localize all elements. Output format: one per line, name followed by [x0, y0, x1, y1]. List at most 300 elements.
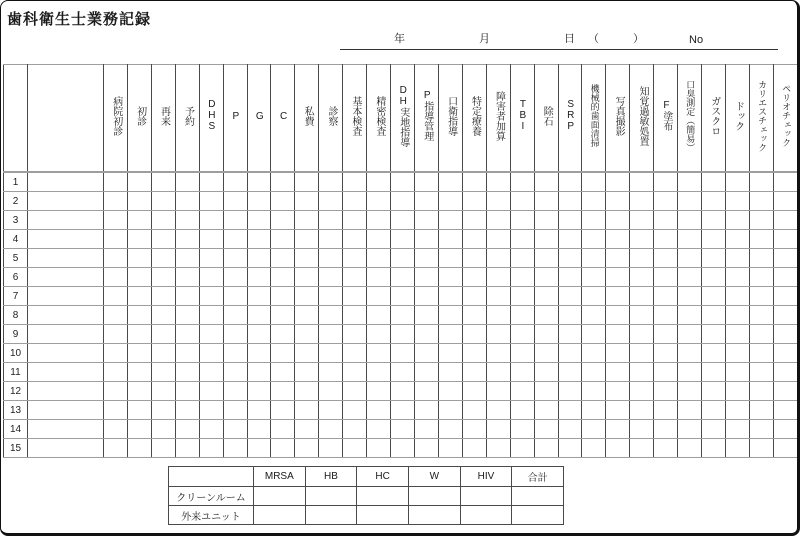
record-cell	[223, 325, 247, 344]
record-cell	[438, 306, 462, 325]
record-cell	[391, 249, 415, 268]
record-cell	[773, 287, 797, 306]
record-cell	[678, 439, 702, 458]
name-cell	[28, 287, 104, 306]
record-row	[4, 287, 798, 306]
record-cell	[606, 325, 630, 344]
record-cell	[654, 287, 678, 306]
record-cell	[151, 249, 175, 268]
record-cell	[127, 287, 151, 306]
record-cell	[199, 325, 223, 344]
record-cell	[654, 382, 678, 401]
record-row	[4, 363, 798, 382]
summary-cell	[357, 506, 409, 525]
record-cell	[343, 306, 367, 325]
record-cell	[295, 382, 319, 401]
number-label: No	[689, 34, 704, 46]
day-label: 日	[564, 33, 575, 45]
record-cell	[702, 192, 726, 211]
record-cell	[462, 192, 486, 211]
record-cell	[678, 306, 702, 325]
record-cell	[391, 401, 415, 420]
record-cell	[175, 192, 199, 211]
record-cell	[104, 249, 128, 268]
name-column-header	[28, 65, 104, 173]
record-cell	[678, 230, 702, 249]
record-cell	[175, 230, 199, 249]
record-cell	[367, 230, 391, 249]
record-cell	[582, 401, 606, 420]
summary-cell	[408, 487, 460, 506]
record-cell	[247, 344, 271, 363]
record-cell	[725, 230, 749, 249]
record-cell	[606, 306, 630, 325]
record-cell	[558, 420, 582, 439]
record-cell	[486, 211, 510, 230]
name-cell	[28, 420, 104, 439]
record-cell	[414, 268, 438, 287]
record-cell	[438, 287, 462, 306]
column-header-label: 除石	[541, 105, 553, 126]
record-cell	[319, 211, 343, 230]
row-number: 15	[4, 439, 28, 458]
record-cell	[582, 382, 606, 401]
name-cell	[28, 344, 104, 363]
record-cell	[510, 363, 534, 382]
record-cell	[367, 420, 391, 439]
column-header-label: 障害者加算	[493, 90, 505, 141]
record-cell	[438, 268, 462, 287]
record-cell	[486, 363, 510, 382]
main-table-body	[4, 172, 798, 458]
record-cell	[510, 249, 534, 268]
record-cell	[414, 192, 438, 211]
record-cell	[104, 344, 128, 363]
record-cell	[606, 401, 630, 420]
record-cell	[534, 230, 558, 249]
summary-cell	[512, 506, 564, 525]
record-cell	[391, 382, 415, 401]
row-number: 4	[4, 230, 28, 249]
record-cell	[773, 382, 797, 401]
row-number: 6	[4, 268, 28, 287]
record-cell	[104, 420, 128, 439]
record-cell	[295, 306, 319, 325]
record-cell	[247, 306, 271, 325]
record-cell	[343, 172, 367, 192]
record-cell	[247, 363, 271, 382]
column-header	[606, 65, 630, 173]
record-cell	[462, 172, 486, 192]
record-cell	[558, 287, 582, 306]
record-cell	[462, 287, 486, 306]
column-header	[534, 65, 558, 173]
record-cell	[391, 287, 415, 306]
record-cell	[558, 211, 582, 230]
summary-column-header: 合計	[512, 467, 564, 487]
record-cell	[654, 439, 678, 458]
record-cell	[223, 306, 247, 325]
record-cell	[151, 192, 175, 211]
column-header-label: TBI	[517, 99, 529, 132]
record-cell	[319, 230, 343, 249]
record-cell	[175, 211, 199, 230]
record-cell	[223, 268, 247, 287]
record-cell	[391, 230, 415, 249]
record-cell	[414, 211, 438, 230]
record-cell	[295, 363, 319, 382]
column-header	[295, 65, 319, 173]
record-cell	[414, 287, 438, 306]
record-cell	[749, 420, 773, 439]
record-cell	[414, 401, 438, 420]
name-cell	[28, 325, 104, 344]
record-cell	[295, 249, 319, 268]
record-cell	[534, 268, 558, 287]
summary-cell	[460, 506, 512, 525]
record-cell	[534, 401, 558, 420]
record-cell	[486, 192, 510, 211]
name-cell	[28, 211, 104, 230]
record-cell	[295, 344, 319, 363]
record-row	[4, 268, 798, 287]
record-cell	[486, 325, 510, 344]
record-cell	[319, 325, 343, 344]
record-cell	[725, 401, 749, 420]
record-cell	[199, 420, 223, 439]
record-cell	[534, 287, 558, 306]
record-cell	[558, 230, 582, 249]
record-cell	[702, 439, 726, 458]
record-cell	[606, 287, 630, 306]
record-cell	[534, 249, 558, 268]
record-cell	[247, 249, 271, 268]
record-cell	[558, 401, 582, 420]
row-number: 7	[4, 287, 28, 306]
record-row	[4, 382, 798, 401]
record-cell	[510, 420, 534, 439]
record-cell	[630, 268, 654, 287]
record-cell	[367, 382, 391, 401]
record-cell	[462, 325, 486, 344]
record-cell	[367, 287, 391, 306]
row-number: 1	[4, 172, 28, 192]
record-cell	[414, 363, 438, 382]
record-cell	[654, 172, 678, 192]
record-cell	[773, 249, 797, 268]
record-cell	[104, 382, 128, 401]
record-cell	[606, 363, 630, 382]
record-cell	[271, 325, 295, 344]
summary-table-head	[169, 467, 564, 487]
record-cell	[127, 363, 151, 382]
record-cell	[247, 401, 271, 420]
record-cell	[510, 306, 534, 325]
column-header	[630, 65, 654, 173]
record-cell	[295, 439, 319, 458]
record-cell	[678, 363, 702, 382]
record-cell	[295, 172, 319, 192]
record-cell	[343, 268, 367, 287]
record-cell	[654, 249, 678, 268]
record-cell	[247, 325, 271, 344]
record-cell	[558, 439, 582, 458]
record-cell	[199, 287, 223, 306]
record-cell	[630, 249, 654, 268]
column-header-label: P指導管理	[421, 90, 433, 141]
record-cell	[462, 230, 486, 249]
record-cell	[702, 230, 726, 249]
record-cell	[749, 363, 773, 382]
column-header-label: 再来	[158, 105, 170, 126]
record-cell	[510, 401, 534, 420]
row-number: 12	[4, 382, 28, 401]
record-cell	[367, 211, 391, 230]
column-header-label: 口臭測定（簡易）	[685, 79, 696, 152]
record-cell	[247, 439, 271, 458]
record-cell	[247, 230, 271, 249]
year-label: 年	[394, 33, 405, 45]
record-cell	[606, 249, 630, 268]
record-cell	[391, 172, 415, 192]
record-cell	[391, 420, 415, 439]
record-cell	[175, 287, 199, 306]
record-cell	[438, 344, 462, 363]
record-cell	[104, 325, 128, 344]
column-header	[773, 65, 797, 173]
record-cell	[199, 249, 223, 268]
record-cell	[582, 192, 606, 211]
column-header	[175, 65, 199, 173]
record-cell	[654, 230, 678, 249]
record-cell	[606, 439, 630, 458]
record-cell	[558, 268, 582, 287]
record-cell	[104, 211, 128, 230]
record-cell	[319, 420, 343, 439]
record-cell	[343, 325, 367, 344]
record-cell	[127, 268, 151, 287]
record-cell	[127, 172, 151, 192]
record-cell	[199, 401, 223, 420]
record-cell	[367, 439, 391, 458]
record-cell	[749, 325, 773, 344]
summary-cell	[460, 487, 512, 506]
record-cell	[438, 172, 462, 192]
record-cell	[151, 344, 175, 363]
record-cell	[247, 192, 271, 211]
record-cell	[199, 382, 223, 401]
record-cell	[271, 192, 295, 211]
column-header	[486, 65, 510, 173]
record-cell	[582, 211, 606, 230]
record-cell	[678, 382, 702, 401]
record-cell	[486, 382, 510, 401]
record-row	[4, 401, 798, 420]
record-cell	[630, 439, 654, 458]
record-cell	[199, 439, 223, 458]
row-number: 8	[4, 306, 28, 325]
summary-row	[169, 487, 564, 506]
record-cell	[725, 363, 749, 382]
record-cell	[343, 287, 367, 306]
record-cell	[486, 306, 510, 325]
column-header	[319, 65, 343, 173]
column-header-label: F塗布	[660, 100, 672, 131]
record-cell	[271, 344, 295, 363]
record-cell	[510, 382, 534, 401]
record-cell	[247, 211, 271, 230]
record-cell	[654, 401, 678, 420]
record-cell	[223, 363, 247, 382]
record-cell	[223, 249, 247, 268]
column-header-label: 特定療養	[469, 95, 481, 136]
column-header	[414, 65, 438, 173]
record-cell	[582, 268, 606, 287]
record-cell	[391, 268, 415, 287]
record-cell	[438, 420, 462, 439]
record-cell	[534, 439, 558, 458]
record-cell	[534, 211, 558, 230]
record-cell	[702, 382, 726, 401]
record-cell	[462, 401, 486, 420]
record-cell	[510, 344, 534, 363]
record-cell	[486, 401, 510, 420]
record-cell	[175, 363, 199, 382]
summary-cell	[254, 506, 306, 525]
name-cell	[28, 192, 104, 211]
record-cell	[391, 363, 415, 382]
record-row	[4, 211, 798, 230]
record-cell	[199, 211, 223, 230]
record-cell	[127, 439, 151, 458]
date-line	[340, 29, 778, 50]
record-cell	[127, 306, 151, 325]
record-cell	[151, 401, 175, 420]
record-cell	[510, 268, 534, 287]
record-cell	[702, 401, 726, 420]
record-cell	[462, 306, 486, 325]
summary-cell	[512, 487, 564, 506]
record-cell	[414, 344, 438, 363]
record-cell	[175, 172, 199, 192]
record-cell	[606, 192, 630, 211]
record-cell	[773, 268, 797, 287]
record-cell	[295, 230, 319, 249]
column-header-label: 機械的歯面清掃	[589, 84, 600, 147]
record-cell	[438, 192, 462, 211]
record-cell	[558, 192, 582, 211]
record-cell	[749, 401, 773, 420]
record-cell	[343, 420, 367, 439]
record-cell	[462, 344, 486, 363]
record-cell	[678, 211, 702, 230]
record-cell	[223, 382, 247, 401]
record-cell	[630, 363, 654, 382]
record-cell	[534, 363, 558, 382]
main-table-head	[4, 65, 798, 173]
record-cell	[654, 363, 678, 382]
record-cell	[582, 363, 606, 382]
name-cell	[28, 439, 104, 458]
record-cell	[582, 249, 606, 268]
record-cell	[343, 344, 367, 363]
column-header-label: ドック	[732, 100, 744, 131]
record-cell	[462, 249, 486, 268]
record-cell	[773, 306, 797, 325]
record-cell	[319, 401, 343, 420]
record-cell	[534, 306, 558, 325]
record-cell	[175, 268, 199, 287]
record-cell	[558, 306, 582, 325]
summary-row	[169, 506, 564, 525]
record-cell	[104, 401, 128, 420]
column-header	[438, 65, 462, 173]
record-cell	[462, 439, 486, 458]
record-cell	[438, 363, 462, 382]
record-cell	[725, 172, 749, 192]
record-cell	[199, 306, 223, 325]
record-cell	[295, 268, 319, 287]
column-header	[127, 65, 151, 173]
summary-cell	[305, 506, 357, 525]
summary-column-header: HIV	[460, 467, 512, 487]
record-cell	[630, 306, 654, 325]
summary-cell	[357, 487, 409, 506]
record-cell	[319, 249, 343, 268]
row-number: 10	[4, 344, 28, 363]
name-cell	[28, 172, 104, 192]
record-cell	[582, 420, 606, 439]
record-cell	[486, 439, 510, 458]
record-cell	[175, 249, 199, 268]
record-cell	[702, 363, 726, 382]
record-cell	[343, 249, 367, 268]
record-cell	[749, 382, 773, 401]
record-cell	[223, 439, 247, 458]
record-cell	[319, 287, 343, 306]
record-cell	[367, 344, 391, 363]
column-header-label: G	[254, 111, 266, 122]
record-cell	[462, 363, 486, 382]
record-cell	[558, 249, 582, 268]
record-cell	[462, 382, 486, 401]
record-cell	[654, 192, 678, 211]
record-row	[4, 172, 798, 192]
record-cell	[630, 172, 654, 192]
record-cell	[414, 382, 438, 401]
record-cell	[438, 439, 462, 458]
record-cell	[414, 172, 438, 192]
column-header-label: 写真撮影	[613, 95, 625, 136]
column-header	[510, 65, 534, 173]
record-cell	[438, 401, 462, 420]
record-cell	[367, 172, 391, 192]
record-cell	[678, 268, 702, 287]
record-cell	[127, 230, 151, 249]
record-cell	[151, 172, 175, 192]
row-number: 9	[4, 325, 28, 344]
record-cell	[606, 211, 630, 230]
record-cell	[678, 287, 702, 306]
column-header	[367, 65, 391, 173]
record-cell	[271, 230, 295, 249]
record-cell	[702, 287, 726, 306]
record-cell	[223, 172, 247, 192]
record-cell	[678, 172, 702, 192]
column-header	[654, 65, 678, 173]
record-cell	[702, 268, 726, 287]
record-cell	[582, 344, 606, 363]
